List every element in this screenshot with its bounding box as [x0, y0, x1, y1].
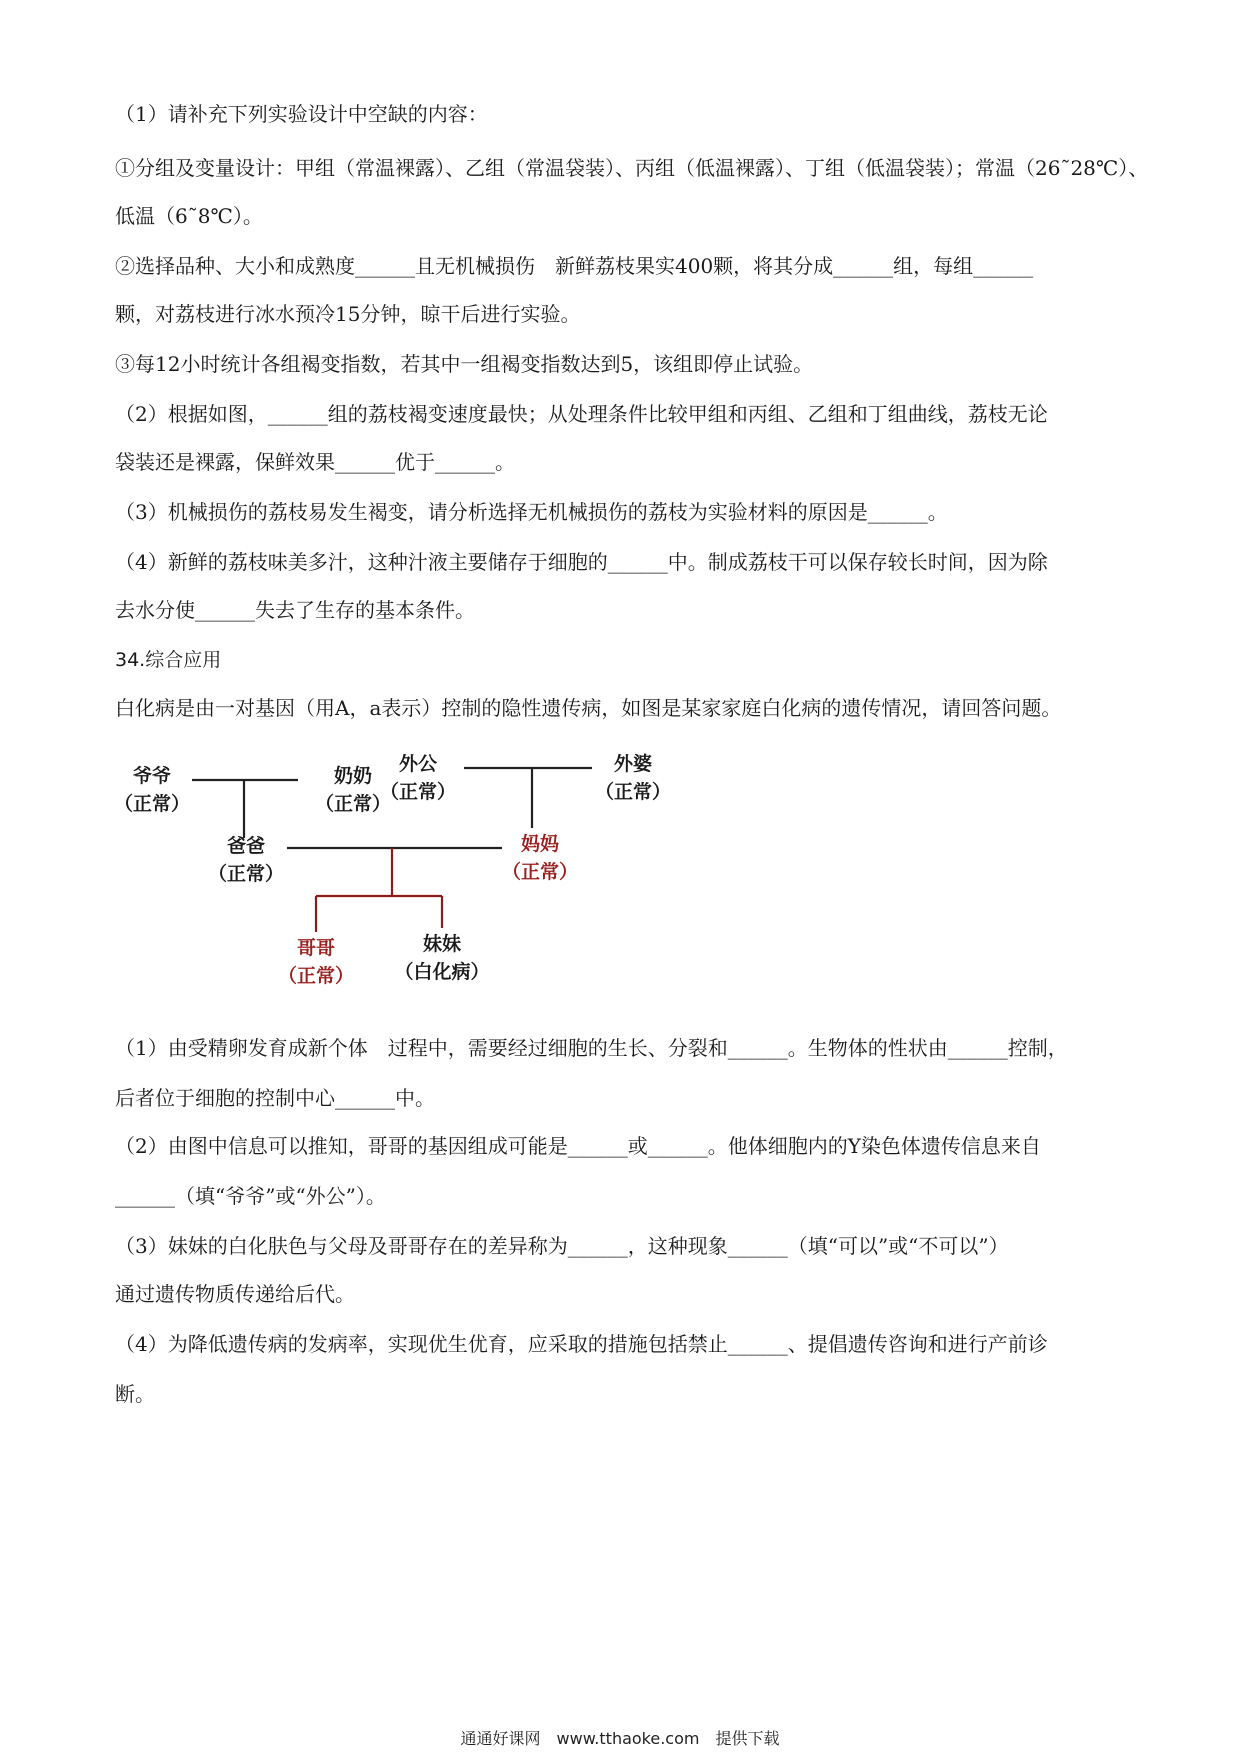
father-name: 爸爸	[226, 835, 265, 857]
pedigree-node-sister	[382, 930, 502, 986]
brother-status: （正常）	[277, 965, 354, 987]
q33-part4: （4）新鲜的荔枝味美多汁，这种汁液主要储存于细胞的______中。制成荔枝干可以保存较长时间，因为除	[115, 550, 1048, 574]
q34-intro: 白化病是由一对基因（用A，a表示）控制的隐性遗传病，如图是某家家庭白化病的遗传情况，请回答问题。	[115, 696, 1062, 720]
pedigree-node-mother	[492, 830, 588, 886]
maternal-grandpa-name: 外公	[398, 753, 437, 775]
sister-status: （白化病）	[394, 961, 490, 983]
page-footer: 通通好课网 www.tthaoke.com 提供下载	[460, 1729, 780, 1748]
q33-part1-prompt: （1）请补充下列实验设计中空缺的内容：	[115, 102, 488, 126]
q34-heading: 34.综合应用	[115, 649, 222, 671]
q34-part2: （2）由图中信息可以推知，哥哥的基因组成可能是______或______。他体细胞内的Y染色体遗传信息来自	[115, 1134, 1041, 1158]
mother-name: 妈妈	[520, 833, 559, 855]
grandma-status: （正常）	[314, 793, 391, 815]
q34-part4-cont: 断。	[115, 1382, 155, 1406]
maternal-grandpa-status: （正常）	[379, 781, 456, 803]
pedigree-diagram	[112, 738, 692, 1000]
q33-material-selection-cont: 颗，对荔枝进行冰水预冷15分钟，晾干后进行实验。	[115, 302, 581, 326]
q33-statistics-step: ③每12小时统计各组褐变指数，若其中一组褐变指数达到5，该组即停止试验。	[115, 352, 814, 376]
brother-name: 哥哥	[296, 937, 335, 959]
maternal-grandma-status: （正常）	[594, 781, 671, 803]
father-status: （正常）	[207, 863, 284, 885]
grandpa-name: 爷爷	[132, 765, 171, 787]
maternal-grandma-name: 外婆	[613, 753, 652, 775]
q33-part4-cont: 去水分使______失去了生存的基本条件。	[115, 598, 475, 622]
q33-part3: （3）机械损伤的荔枝易发生褐变，请分析选择无机械损伤的荔枝为实验材料的原因是______。	[115, 500, 948, 524]
pedigree-node-brother	[268, 934, 364, 990]
q33-grouping-design: ①分组及变量设计：甲组（常温裸露）、乙组（常温袋装）、丙组（低温裸露）、丁组（低温袋装）；常温（26˜28℃）、	[115, 156, 1149, 180]
q33-grouping-design-cont: 低温（6˜8℃）。	[115, 204, 263, 228]
q34-part3-cont: 通过遗传物质传递给后代。	[115, 1282, 355, 1306]
mother-status: （正常）	[501, 861, 578, 883]
q34-part1-cont: 后者位于细胞的控制中心______中。	[115, 1086, 435, 1110]
pedigree-node-father	[198, 832, 294, 888]
q33-part2: （2）根据如图，______组的荔枝褐变速度最快；从处理条件比较甲组和丙组、乙组和丁组曲线，荔枝无论	[115, 402, 1048, 426]
pedigree-node-grandpa	[112, 762, 192, 818]
grandma-name: 奶奶	[333, 765, 372, 787]
pedigree-node-maternal-grandma	[578, 750, 688, 806]
q34-part1: （1）由受精卵发育成新个体 过程中，需要经过细胞的生长、分裂和______。生物体的性状由______控制，	[115, 1036, 1068, 1060]
sister-name: 妹妹	[422, 933, 461, 955]
grandpa-status: （正常）	[113, 793, 190, 815]
pedigree-node-maternal-grandpa	[370, 750, 466, 806]
q33-material-selection: ②选择品种、大小和成熟度______且无机械损伤 新鲜荔枝果实400颗，将其分成______组，每组______	[115, 254, 1034, 278]
q34-part2-cont: ______（填“爷爷”或“外公”）。	[115, 1184, 386, 1208]
q33-part2-cont: 袋装还是裸露，保鲜效果______优于______。	[115, 450, 515, 474]
q34-part3: （3）妹妹的白化肤色与父母及哥哥存在的差异称为______，这种现象______（填“可以”或“不可以”）	[115, 1234, 1009, 1258]
q34-part4: （4）为降低遗传病的发病率，实现优生优育，应采取的措施包括禁止______、提倡遗传咨询和进行产前诊	[115, 1332, 1048, 1356]
